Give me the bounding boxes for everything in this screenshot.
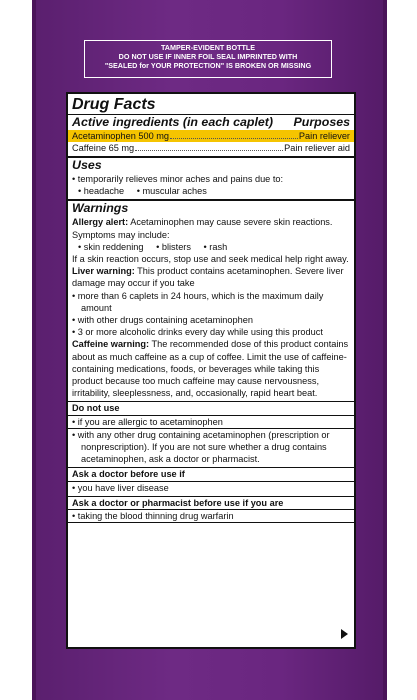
allergy-label: Allergy alert: xyxy=(72,217,129,228)
caffeine-warning xyxy=(72,338,350,399)
warnings-heading: Warnings xyxy=(72,201,129,216)
drug-facts-title: Drug Facts xyxy=(72,96,156,113)
ingredient-row xyxy=(72,142,350,154)
list-item: • rash xyxy=(203,241,228,252)
list-item: • headache xyxy=(78,186,125,197)
liver-warning xyxy=(72,265,350,289)
allergy-alert xyxy=(72,216,350,228)
ingredient-row xyxy=(68,130,354,142)
uses-intro: • temporarily relieves minor aches and pains due to: xyxy=(72,174,284,184)
skin-reaction-text: If a skin reaction occurs, stop use and seek medical help right away. xyxy=(72,254,349,265)
list-item: • muscular aches xyxy=(136,186,207,197)
list-item: • taking the blood thinning drug warfarin xyxy=(72,511,234,522)
uses-heading: Uses xyxy=(72,158,102,172)
list-item: • skin reddening xyxy=(78,241,144,252)
ask-doctor-heading: Ask a doctor before use if xyxy=(72,469,185,480)
ask-pharmacist-heading: Ask a doctor or pharmacist before use if you are xyxy=(72,497,284,508)
symptoms-list xyxy=(72,241,350,253)
symptoms-label: Symptoms may include: xyxy=(72,229,170,240)
divider xyxy=(68,522,354,523)
continued-arrow-icon xyxy=(341,629,348,639)
purposes-label: Purposes xyxy=(293,115,350,129)
liver-text: This product contains acetaminophen. Severe liver damage may occur if you take xyxy=(72,266,344,289)
dot-leader xyxy=(170,130,298,139)
caffeine-text: The recommended dose of this product contains about as much caffeine as a cup of coffee. Limit the use of caffeine-containing medications, foods, or beverages while taking this product because too much caffeine may cause nervousness, irritability, sleeplessness, and, occasionally, rapid heart beat. xyxy=(72,339,349,399)
box-right-edge xyxy=(383,0,387,700)
list-item: • with any other drug containing acetaminophen (prescription or nonprescription). If you are not sure whether a drug contains acetaminophen, ask a doctor or pharmacist. xyxy=(72,429,330,465)
tamper-line-2: DO NOT USE IF INNER FOIL SEAL IMPRINTED WITH xyxy=(118,52,298,61)
liver-label: Liver warning: xyxy=(72,266,135,277)
dot-leader xyxy=(135,142,283,151)
tamper-evident-notice xyxy=(84,40,332,78)
drug-facts-panel xyxy=(66,92,356,649)
tamper-line-3: "SEALED for YOUR PROTECTION" IS BROKEN OR MISSING xyxy=(104,61,312,70)
ingredient-purpose: Pain reliever xyxy=(298,131,350,141)
ingredient-name: Acetaminophen 500 mg xyxy=(72,131,170,141)
list-item: • if you are allergic to acetaminophen xyxy=(72,416,223,427)
do-not-use-heading: Do not use xyxy=(72,403,120,414)
ingredient-purpose: Pain reliever aid xyxy=(284,143,350,153)
list-item: • with other drugs containing acetaminophen xyxy=(72,315,253,326)
list-item: • 3 or more alcoholic drinks every day while using this product xyxy=(72,327,323,338)
tamper-line-1: TAMPER-EVIDENT BOTTLE xyxy=(160,43,256,52)
list-item: • you have liver disease xyxy=(72,482,169,493)
uses-list xyxy=(72,185,350,197)
caffeine-label: Caffeine warning: xyxy=(72,339,150,350)
ingredient-name: Caffeine 65 mg xyxy=(72,143,135,153)
allergy-text: Acetaminophen may cause severe skin reactions. xyxy=(128,217,333,228)
active-ingredients-label: Active ingredients (in each caplet) xyxy=(72,115,274,129)
list-item: • blisters xyxy=(156,241,191,252)
active-ingredients-header xyxy=(72,115,350,130)
box-left-edge xyxy=(32,0,36,700)
list-item: • more than 6 caplets in 24 hours, which is the maximum daily amount xyxy=(72,290,324,313)
